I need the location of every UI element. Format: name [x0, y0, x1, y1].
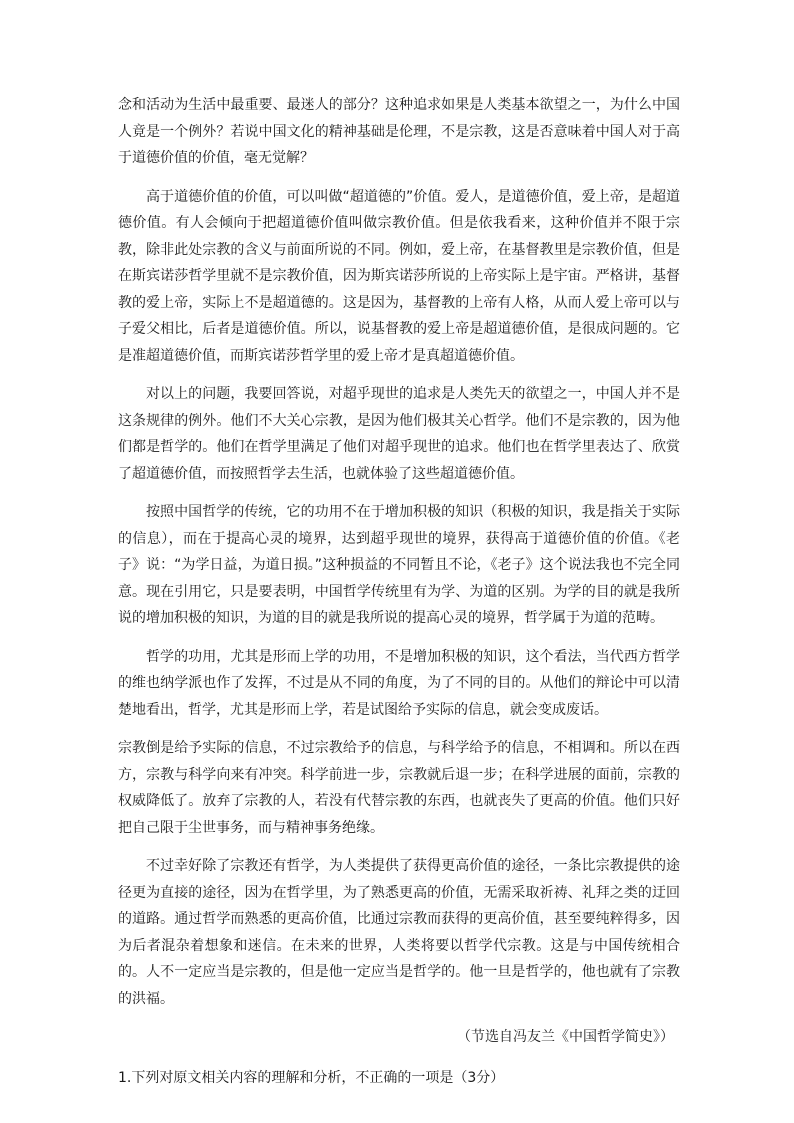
- paragraph-1: 念和活动为生活中最重要、最迷人的部分？这种追求如果是人类基本欲望之一，为什么中国人竟是一个例外？若说中国文化的精神基础是伦理，不是宗教，这是否意味着中国人对于高于道德价值的价值，毫无觉解？: [118, 97, 680, 166]
- paragraph-6: 宗教倒是给予实际的信息，不过宗教给予的信息，与科学给予的信息，不相调和。所以在西方，宗教与科学向来有冲突。科学前进一步，宗教就后退一步；在科学进展的面前，宗教的权威降低了。放弃了宗教的人，若没有代替宗教的东西，也就丧失了更高的价值。他们只好把自己限于尘世事务，而与精神事务绝缘。: [118, 740, 680, 836]
- document-page: [118, 92, 680, 1091]
- paragraph-4: 按照中国哲学的传统，它的功用不在于增加积极的知识（积极的知识，我是指关于实际的信息），而在于提高心灵的境界，达到超乎现世的境界，获得高于道德价值的价值。《老子》说：“为学日益，为道日损。”这种损益的不同暂且不论，《老子》这个说法我也不完全同意。现在引用它，只是要表明，中国哲学传统里有为学、为道的区别。为学的目的就是我所说的增加积极的知识，为道的目的就是我所说的提高心灵的境界，哲学属于为道的范畴。: [118, 504, 680, 626]
- source-citation: （节选自冯友兰《中国哲学简史》）: [457, 1029, 674, 1045]
- question-1: 1.下列对原文相关内容的理解和分析，不正确的一项是（3分）: [118, 1069, 505, 1086]
- paragraph-3: 对以上的问题，我要回答说，对超乎现世的追求是人类先天的欲望之一，中国人并不是这条规律的例外。他们不大关心宗教，是因为他们极其关心哲学。他们不是宗教的，因为他们都是哲学的。他们在哲学里满足了他们对超乎现世的追求。他们也在哲学里表达了、欣赏了超道德价值，而按照哲学去生活，也就体验了这些超道德价值。: [118, 386, 680, 482]
- paragraph-2: 高于道德价值的价值，可以叫做“超道德的”价值。爱人，是道德价值，爱上帝，是超道德价值。有人会倾向于把超道德价值叫做宗教价值。但是依我看来，这种价值并不限于宗教，除非此处宗教的含义与前面所说的不同。例如，爱上帝，在基督教里是宗教价值，但是在斯宾诺莎哲学里就不是宗教价值，因为斯宾诺莎所说的上帝实际上是宇宙。严格讲，基督教的爱上帝，实际上不是超道德的。这是因为，基督教的上帝有人格，从而人爱上帝可以与子爱父相比，后者是道德价值。所以，说基督教的爱上帝是超道德价值，是很成问题的。它是准超道德价值，而斯宾诺莎哲学里的爱上帝才是真超道德价值。: [118, 188, 680, 364]
- paragraph-5: 哲学的功用，尤其是形而上学的功用，不是增加积极的知识，这个看法，当代西方哲学的维也纳学派也作了发挥，不过是从不同的角度，为了不同的目的。从他们的辩论中可以清楚地看出，哲学，尤其是形而上学，若是试图给予实际的信息，就会变成废话。: [118, 648, 680, 718]
- paragraph-7: 不过幸好除了宗教还有哲学，为人类提供了获得更高价值的途径，一条比宗教提供的途径更为直接的途径，因为在哲学里，为了熟悉更高的价值，无需采取祈祷、礼拜之类的迂回的道路。通过哲学而熟悉的更高价值，比通过宗教而获得的更高价值，甚至要纯粹得多，因为后者混杂着想象和迷信。在未来的世界，人类将要以哲学代宗教。这是与中国传统相合的。人不一定应当是宗教的，但是他一定应当是哲学的。他一旦是哲学的，他也就有了宗教的洪福。: [118, 858, 680, 1007]
